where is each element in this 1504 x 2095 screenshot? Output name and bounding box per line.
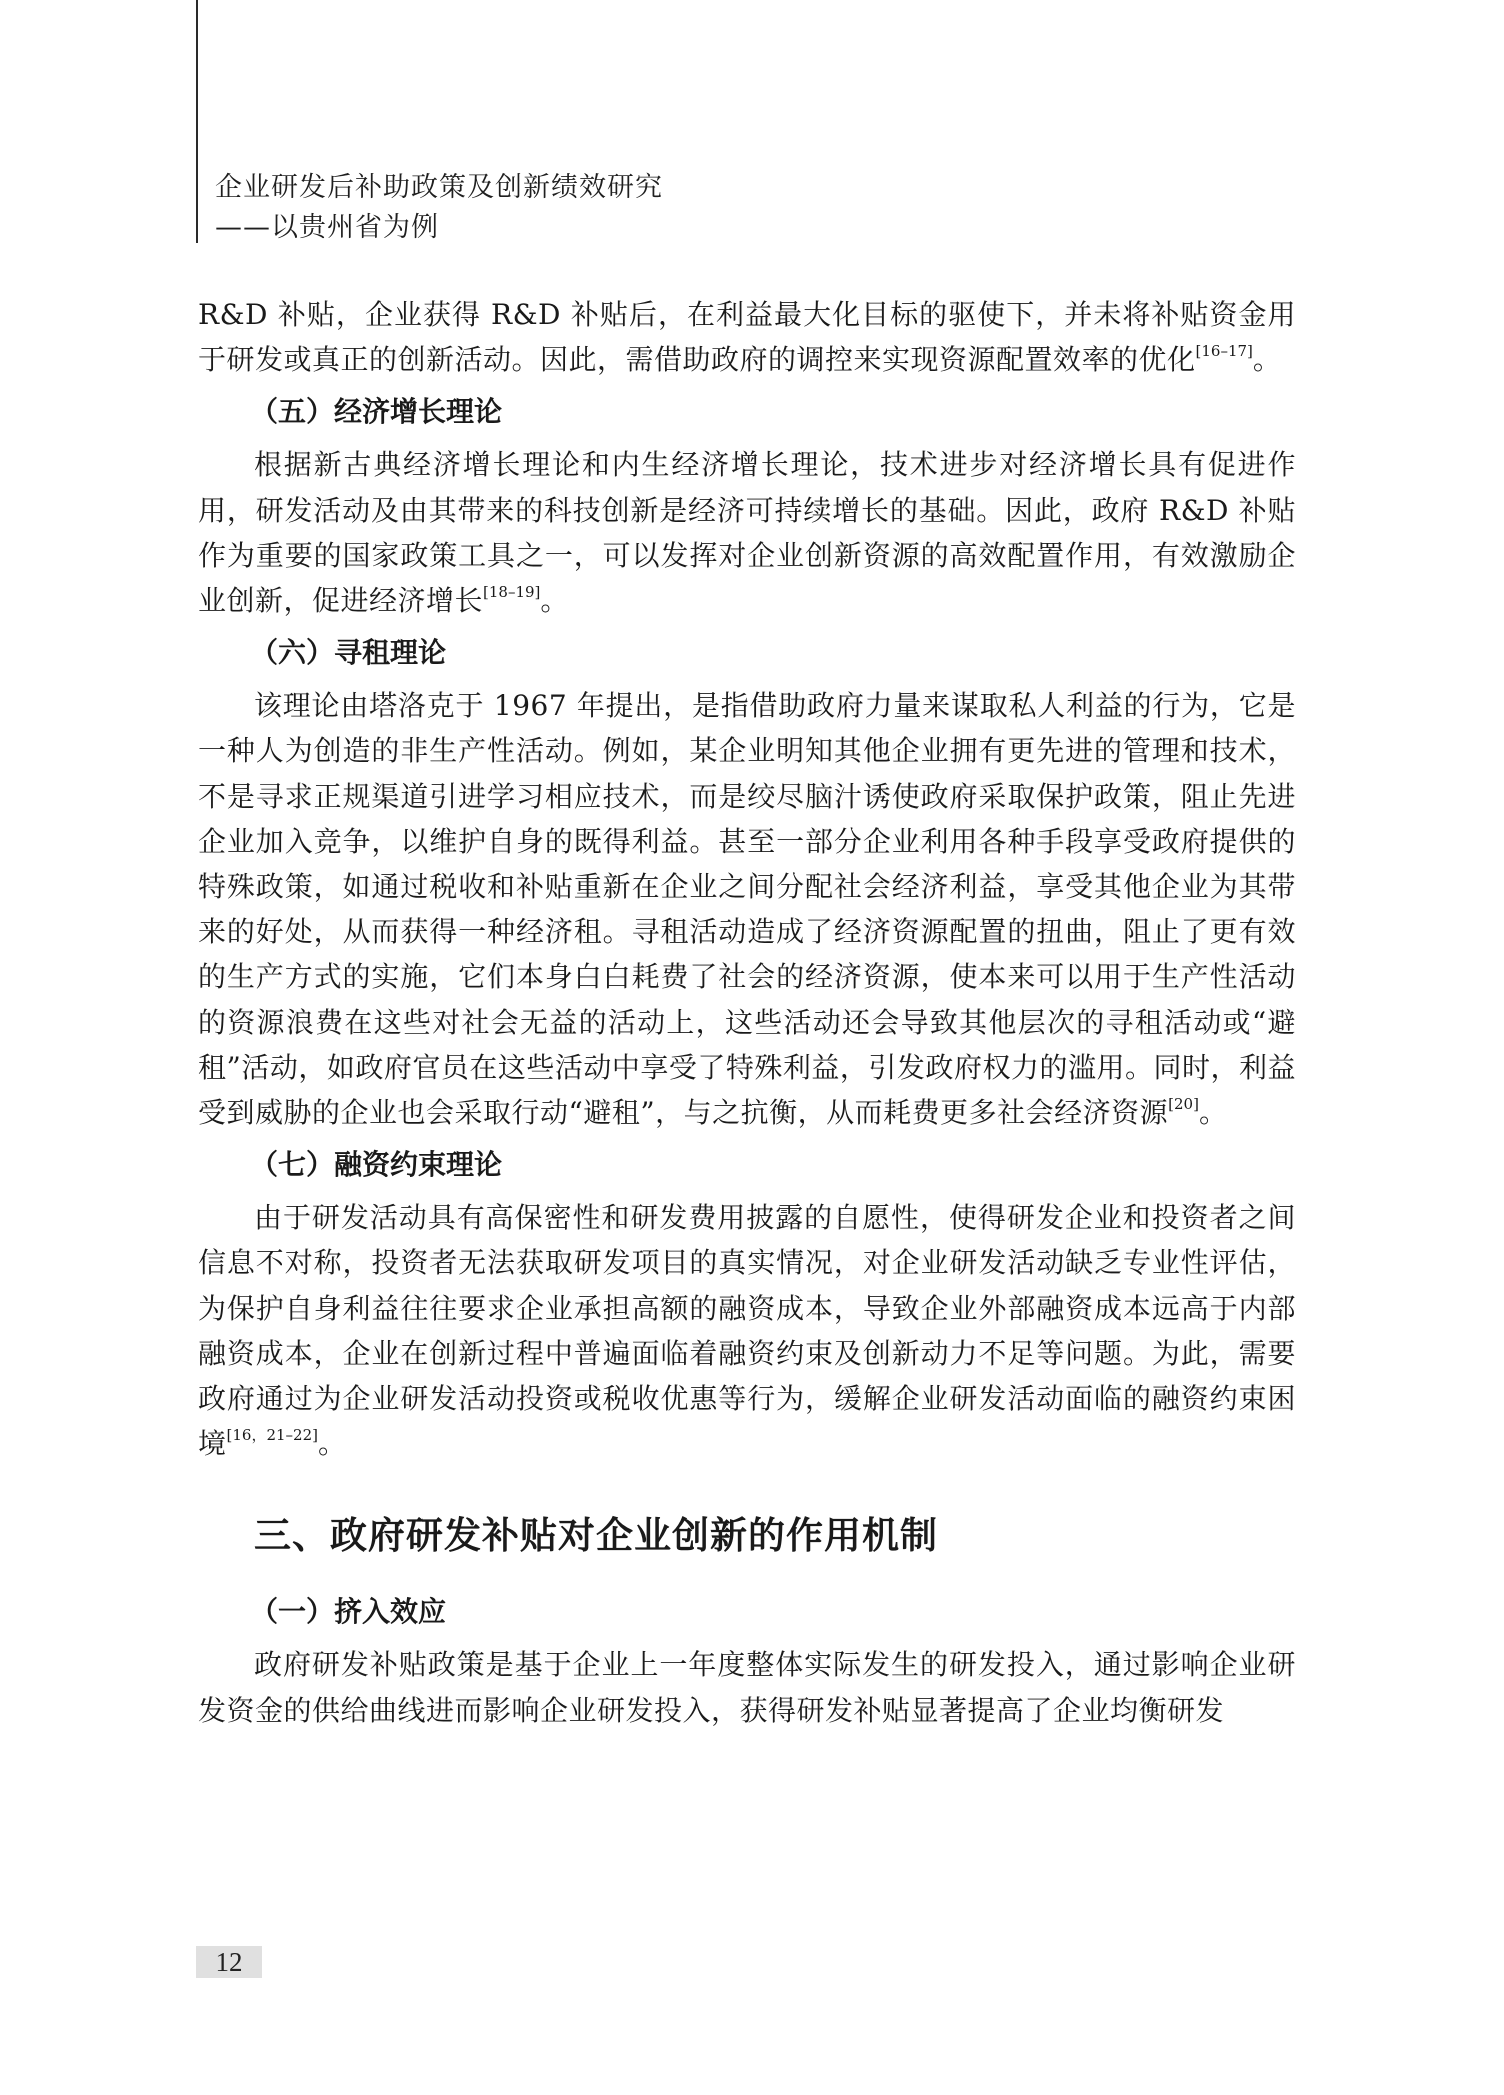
paragraph-crowding-in (198, 1642, 1296, 1732)
subheading-economic-growth: （五）经济增长理论 (250, 395, 503, 429)
paragraph-text: 由于研发活动具有高保密性和研发费用披露的自愿性，使得研发企业和投资者之间信息不对称，投资者无法获取研发项目的真实情况，对企业研发活动缺乏专业性评估，为保护自身利益往往要求企业承担高额的融资成本，导致企业外部融资成本远高于内部融资成本，企业在创新过程中普遍面临着融资约束及创新动力不足等问题。为此，需要政府通过为企业研发活动投资或税收优惠等行为，缓解企业研发活动面临的融资约束困境 (198, 1201, 1296, 1461)
subheading-financing-constraint: （七）融资约束理论 (250, 1148, 503, 1182)
running-head-subtitle: ——以贵州省为例 (215, 212, 439, 243)
running-head (215, 168, 663, 248)
paragraph-end: 。 (1198, 1096, 1228, 1130)
page-number: 12 (196, 1946, 262, 1978)
citation: [20] (1168, 1095, 1199, 1114)
paragraph-economic-growth (198, 442, 1296, 623)
paragraph-text: 该理论由塔洛克于 1967 年提出，是指借助政府力量来谋取私人利益的行为，它是一种人为创造的非生产性活动。例如，某企业明知其他企业拥有更先进的管理和技术，不是寻求正规渠道引进学习相应技术，而是绞尽脑汁诱使政府采取保护政策，阻止先进企业加入竞争，以维护自身的既得利益。甚至一部分企业利用各种手段享受政府提供的特殊政策，如通过税收和补贴重新在企业之间分配社会经济利益，享受其他企业为其带来的好处，从而获得一种经济租。寻租活动造成了经济资源配置的扭曲，阻止了更有效的生产方式的实施，它们本身白白耗费了社会的经济资源，使本来可以用于生产性活动的资源浪费在这些对社会无益的活动上，这些活动还会导致其他层次的寻租活动或“避租”活动，如政府官员在这些活动中享受了特殊利益，引发政府权力的滥用。同时，利益受到威胁的企业也会采取行动“避租”，与之抗衡，从而耗费更多社会经济资源 (198, 689, 1296, 1130)
main-content (198, 292, 1296, 1733)
paragraph-text: R&D 补贴，企业获得 R&D 补贴后，在利益最大化目标的驱使下，并未将补贴资金用于研发或真正的创新活动。因此，需借助政府的调控来实现资源配置效率的优化 (198, 298, 1296, 377)
citation: [16–17] (1195, 342, 1253, 361)
citation: [18–19] (483, 583, 541, 602)
paragraph-rent-seeking (198, 683, 1296, 1135)
running-head-title: 企业研发后补助政策及创新绩效研究 (215, 172, 663, 203)
paragraph-text: 根据新古典经济增长理论和内生经济增长理论，技术进步对经济增长具有促进作用，研发活动及由其带来的科技创新是经济可持续增长的基础。因此，政府 R&D 补贴作为重要的国家政策工具之一，可以发挥对企业创新资源的高效配置作用，有效激励企业创新，促进经济增长 (198, 448, 1296, 618)
margin-rule (196, 0, 198, 243)
citation: [16，21–22] (226, 1426, 318, 1445)
paragraph-end: 。 (540, 584, 569, 618)
paragraph-financing-constraint (198, 1195, 1296, 1466)
subheading-crowding-in: （一）挤入效应 (250, 1595, 447, 1629)
paragraph-end: 。 (317, 1427, 347, 1461)
paragraph-rd-subsidy (198, 292, 1296, 382)
paragraph-text: 政府研发补贴政策是基于企业上一年度整体实际发生的研发投入，通过影响企业研发资金的供给曲线进而影响企业研发投入，获得研发补贴显著提高了企业均衡研发 (198, 1648, 1296, 1727)
section-title: 三、政府研发补贴对企业创新的作用机制 (254, 1513, 938, 1558)
paragraph-end: 。 (1252, 343, 1282, 377)
subheading-rent-seeking: （六）寻租理论 (250, 636, 447, 670)
